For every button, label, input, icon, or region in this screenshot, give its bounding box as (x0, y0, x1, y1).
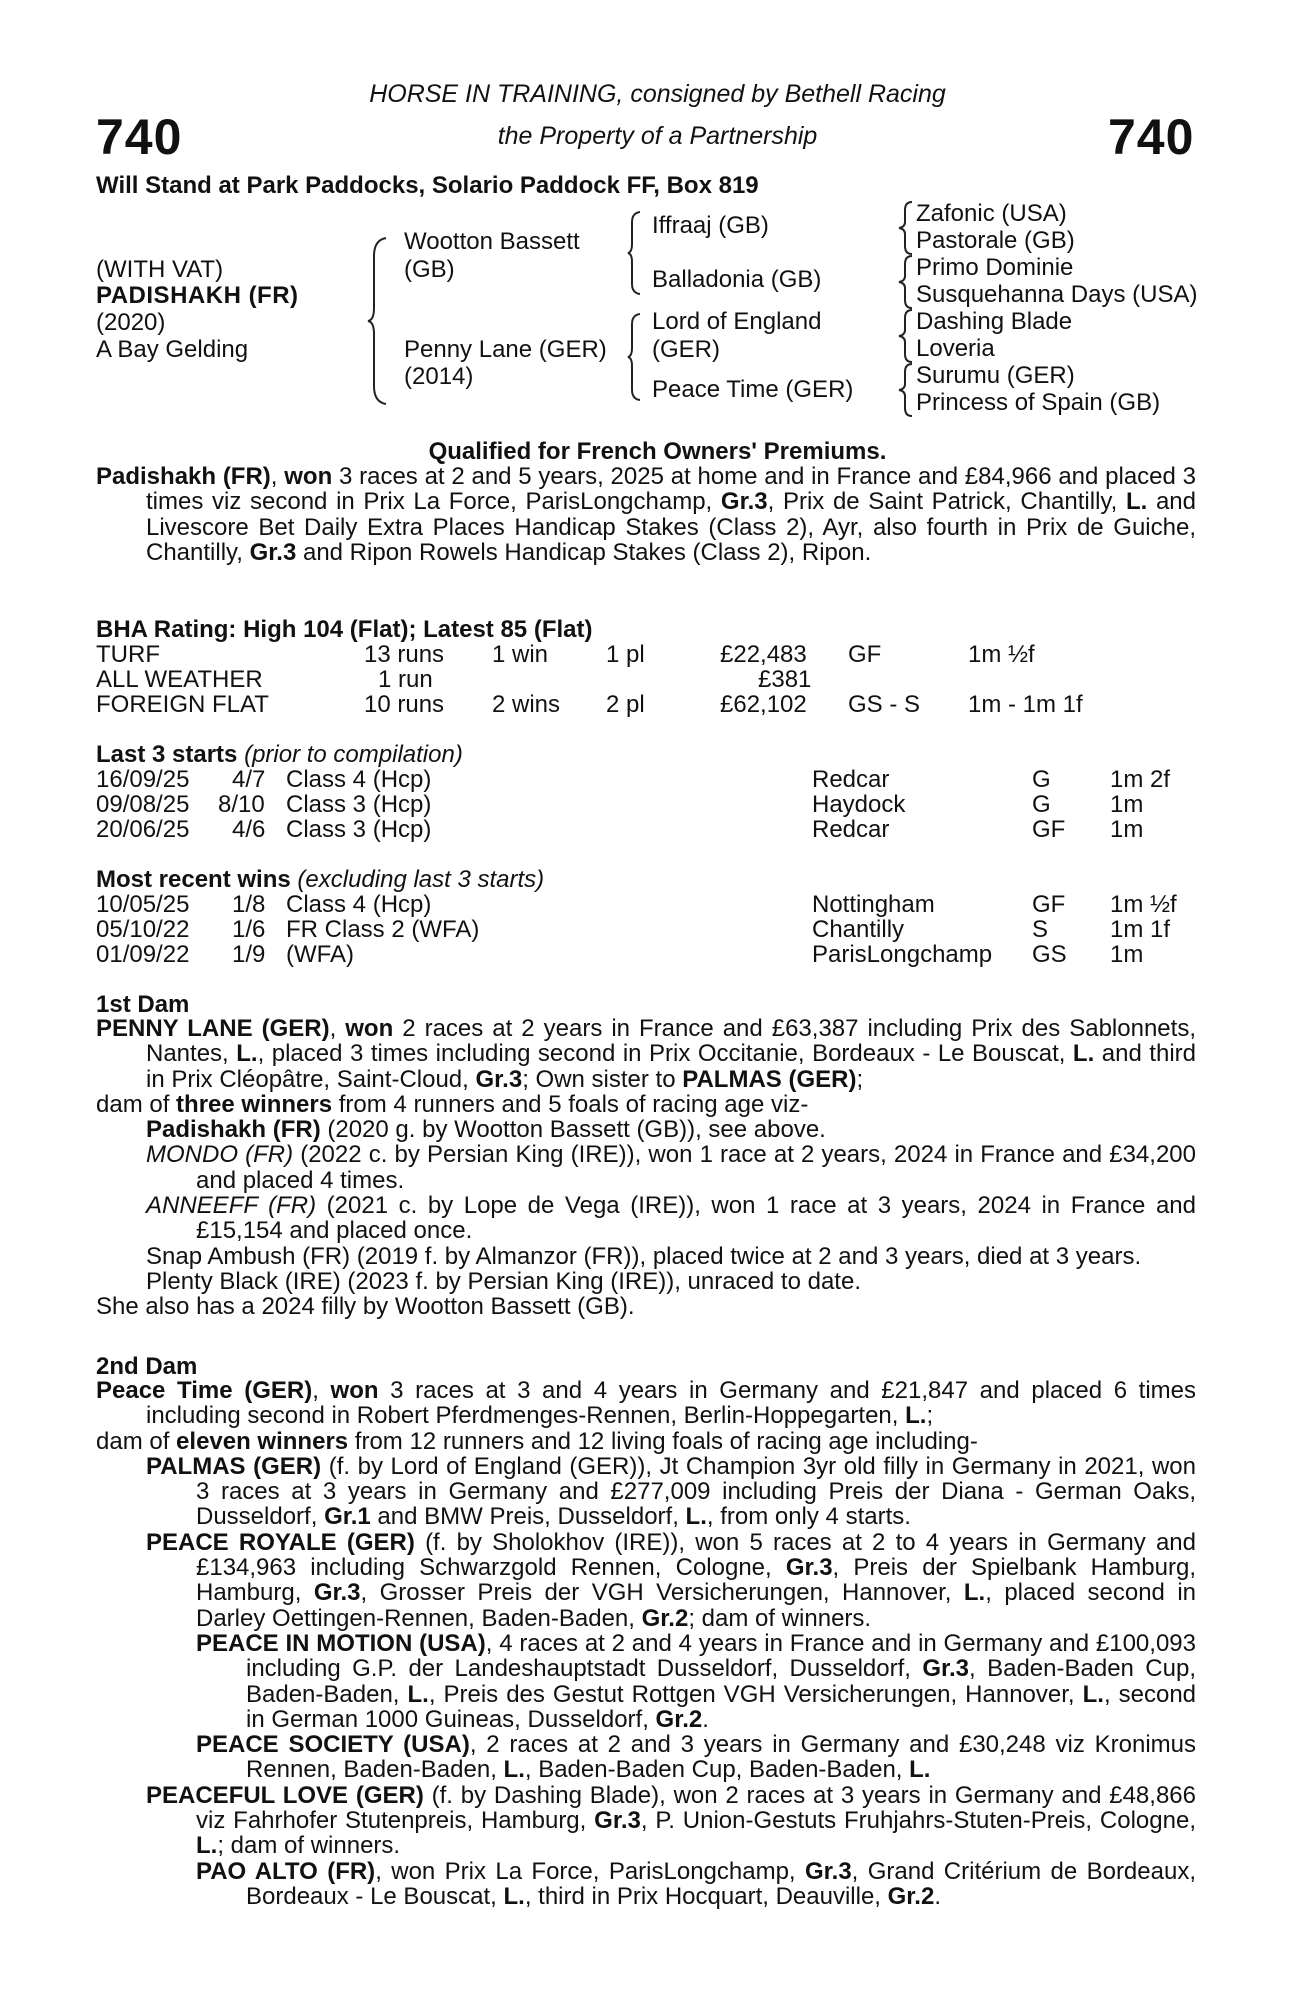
progeny-text: (2021 c. by Lope de Vega (IRE)), won 1 race at 3 years, 2024 in France and £15,154 and placed once. (196, 1192, 1196, 1245)
lot-number-left: 740 (96, 109, 183, 165)
rating-runs: 10 runs (364, 691, 445, 718)
dam1-winners: three winners (176, 1090, 333, 1118)
stand-location: Will Stand at Park Paddocks, Solario Paddock FF, Box 819 (96, 172, 759, 199)
start-position: 4/7 (232, 766, 266, 793)
dam1-note: She also has a 2024 filly by Wootton Bassett (GB). (96, 1293, 635, 1321)
dam1-text: and third in Prix Cléopâtre, Saint-Cloud, (146, 1040, 1196, 1093)
win-going: GF (1032, 891, 1066, 918)
recent-heading: Most recent wins (96, 866, 291, 893)
win-position: 1/8 (232, 891, 266, 918)
win-date: 01/09/22 (96, 941, 190, 968)
progeny-text: , 2 races at 2 and 3 years in Germany and £30,248 viz Kronimus Rennen, Baden-Baden, (246, 1731, 1196, 1784)
listed: L. (909, 1756, 931, 1784)
rating-wins: 1 win (492, 641, 549, 668)
win-course: Nottingham (812, 891, 935, 918)
rating-prize: £62,102 (720, 691, 807, 718)
dam1-won: won (345, 1015, 394, 1042)
grand-progeny-name: PAO ALTO (FR) (196, 1857, 376, 1885)
progeny-text: , second in German 1000 Guineas, Dusseldorf, (246, 1680, 1197, 1733)
rating-distance: 1m ½f (968, 641, 1035, 668)
listed: L. (196, 1832, 218, 1860)
rating-going: GF (848, 641, 882, 668)
start-course: Redcar (812, 816, 890, 843)
progeny-text: . (702, 1705, 709, 1733)
grade: Gr.3 (804, 1857, 852, 1885)
start-going: GF (1032, 816, 1066, 843)
win-course: ParisLongchamp (812, 941, 993, 968)
dam-sire: Lord of England (652, 308, 822, 335)
progeny-text: , P. Union-Gestuts Fruhjahrs-Stuten-Preis, Cologne, (640, 1807, 1196, 1835)
start-distance: 1m (1110, 791, 1144, 818)
ds-sire: Dashing Blade (916, 308, 1073, 335)
start-distance: 1m (1110, 816, 1144, 843)
ss-sire: Zafonic (USA) (916, 200, 1067, 227)
dam1-sister: PALMAS (GER) (682, 1065, 857, 1093)
listed: L. (963, 1579, 986, 1607)
rating-type: ALL WEATHER (96, 666, 263, 693)
premiums-note: Qualified for French Owners' Premiums. (428, 438, 887, 465)
grade: Gr.3 (313, 1579, 361, 1607)
dam-brace (626, 312, 642, 402)
progeny-text: , Grand Critérium de Bordeaux, Bordeaux - Le Bouscat, (246, 1857, 1196, 1910)
ds-dam: Loveria (916, 335, 995, 362)
start-class: Class 3 (Hcp) (286, 816, 432, 843)
summary-won: won (284, 463, 333, 490)
win-date: 10/05/25 (96, 891, 190, 918)
listed: L. (236, 1040, 258, 1068)
grand-progeny-name: PEACE IN MOTION (USA) (196, 1629, 486, 1657)
horse-year: (2020) (96, 309, 166, 336)
summary-name: Padishakh (FR) (96, 463, 271, 490)
grade: Gr.1 (324, 1503, 371, 1531)
grade: Gr.3 (922, 1655, 970, 1683)
grade: Gr.3 (249, 538, 297, 566)
rating-prize: £22,483 (720, 641, 807, 668)
rating-type: TURF (96, 641, 160, 668)
recent-title (96, 866, 544, 894)
rating-runs: 13 runs (364, 641, 445, 668)
listed: L. (685, 1503, 707, 1531)
sire-sire: Iffraaj (GB) (652, 212, 769, 239)
summary-text: 3 races at 2 and 5 years, 2025 at home and in France and £84,966 and placed 3 times viz second in Prix La Force, ParisLongchamp, (146, 463, 1196, 516)
rating-distance: 1m - 1m 1f (968, 691, 1083, 718)
dd-dam: Princess of Spain (GB) (916, 389, 1161, 416)
grade: Gr.3 (594, 1807, 641, 1835)
start-position: 4/6 (232, 816, 266, 843)
last3-title (96, 741, 463, 769)
start-position: 8/10 (218, 791, 265, 818)
rating-wins: 2 wins (492, 691, 561, 718)
summary-text: and Livescore Bet Daily Extra Places Handicap Stakes (Class 2), Ayr, also fourth in Prix de Guiche, Chantilly, (146, 488, 1196, 566)
start-class: Class 4 (Hcp) (286, 766, 432, 793)
progeny-text: ; dam of winners. (688, 1604, 872, 1632)
dam1-text: from 4 runners and 5 foals of racing age viz- (332, 1090, 809, 1118)
progeny-text: . (934, 1882, 941, 1910)
second-dam-section: Peace Time (GER), won 3 races at 3 and 4 years in Germany and £21,847 and placed 6 times including second in Robert Pferdmenges-Rennen, Berlin-Hoppegarten, L.; dam of eleven winners from 12 runners and 12 living foals of racing age including- PALMAS (GER) (f. by Lord of England (GER)), Jt Champion 3yr old filly in Germany in 2021, won 3 races at 3 years in Germany and £277,009 including Preis der Diana - German Oaks, Dusseldorf, Gr.1 and BMW Preis, Dusseldorf, L., from only 4 starts. PEACE ROYALE (GER) (f. by Sholokhov (IRE)), won 5 races at 2 to 4 years in Germany and £134,963 including Schwarzgold Rennen, Cologne, Gr.3, Preis der Spielbank Hamburg, Hamburg, Gr.3, Grosser Preis der VGH Versicherungen, Hannover, L., placed second in Darley Oettingen-Rennen, Baden-Baden, Gr.2; dam of winners. PEACE IN MOTION (USA), 4 races at 2 and 4 years in France and in Germany and £100,093 including G.P. der Landeshauptstadt Dusseldorf, Dusseldorf, Gr.3, Baden-Baden Cup, Baden-Baden, L., Preis des Gestut Rottgen VGH Versicherungen, Hannover, L., second in German 1000 Guineas, Dusseldorf, Gr.2. PEACE SOCIETY (USA), 2 races at 2 and 3 years in Germany and £30,248 viz Kronimus Rennen, Baden-Baden, L., Baden-Baden Cup, Baden-Baden, L. PEACEFUL LOVE (GER) (f. by Dashing Blade), won 2 races at 3 years in Germany and £48,866 viz Fahrhofer Stutenpreis, Hamburg, Gr.3, P. Union-Gestuts Fruhjahrs-Stuten-Preis, Cologne, L.; dam of winners. PAO ALTO (FR), won Prix La Force, ParisLongchamp, Gr.3, Grand Critérium de Bordeaux, Bordeaux - Le Bouscat, L., third in Prix Hocquart, Deauville, Gr.2. (96, 1377, 1197, 1910)
vat-note: (WITH VAT) (96, 256, 224, 283)
last3-heading: Last 3 starts (96, 741, 238, 768)
dam2-text: ; (926, 1402, 934, 1430)
rating-going: GS - S (848, 691, 921, 718)
ss-brace (896, 200, 914, 256)
progeny-text: , won Prix La Force, ParisLongchamp, (375, 1857, 805, 1885)
progeny-name: Padishakh (FR) (146, 1116, 321, 1144)
start-date: 09/08/25 (96, 791, 190, 818)
property-line: the Property of a Partnership (497, 122, 818, 150)
progeny-text: , Preis des Gestut Rottgen VGH Versicherungen, Hannover, (428, 1680, 1083, 1708)
listed: L. (1082, 1680, 1104, 1708)
grade: Gr.3 (475, 1065, 523, 1093)
lot-number-right: 740 (1108, 109, 1195, 165)
horse-summary: Padishakh (FR), won 3 races at 2 and 5 years, 2025 at home and in France and £84,966 and placed 3 times viz second in Prix La Force, ParisLongchamp, Gr.3, Prix de Saint Patrick, Chantilly, L. and Livescore Bet Daily Extra Places Handicap Stakes (Class 2), Ayr, also fourth in Prix de Guiche, Chantilly, Gr.3 and Ripon Rowels Handicap Stakes (Class 2), Ripon. (96, 463, 1196, 566)
grade: Gr.2 (887, 1882, 935, 1910)
sire-brace (626, 210, 642, 296)
progeny-name: PEACE ROYALE (GER) (146, 1528, 415, 1556)
progeny-text: , third in Prix Hocquart, Deauville, (524, 1882, 888, 1910)
progeny-entry: Plenty Black (IRE) (2023 f. by Persian King (IRE)), unraced to date. (146, 1267, 861, 1295)
start-course: Haydock (812, 791, 906, 818)
dam1-text: ; (856, 1065, 864, 1093)
progeny-text: (f. by Lord of England (GER)), Jt Champion 3yr old filly in Germany in 2021, won 3 races at 3 years in Germany and £277,009 including Preis der Diana - German Oaks, Dusseldorf, (196, 1452, 1196, 1531)
progeny-name: PEACEFUL LOVE (GER) (146, 1781, 424, 1809)
sd-sire: Primo Dominie (916, 254, 1074, 281)
first-dam-section: PENNY LANE (GER), won 2 races at 2 years in France and £63,387 including Prix des Sablonnets, Nantes, L., placed 3 times including second in Prix Occitanie, Bordeaux - Le Bouscat, L. and third in Prix Cléopâtre, Saint-Cloud, Gr.3; Own sister to PALMAS (GER); dam of three winners from 4 runners and 5 foals of racing age viz- Padishakh (FR) (2020 g. by Wootton Bassett (GB)), see above. MONDO (FR) (2022 c. by Persian King (IRE)), won 1 race at 2 years, 2024 in France and £34,200 and placed 4 times. ANNEEFF (FR) (2021 c. by Lope de Vega (IRE)), won 1 race at 3 years, 2024 in France and £15,154 and placed once. Snap Ambush (FR) (2019 f. by Almanzor (FR)), placed twice at 2 and 3 years, died at 3 years. Plenty Black (IRE) (2023 f. by Persian King (IRE)), unraced to date. She also has a 2024 filly by Wootton Bassett (GB). (96, 1015, 1196, 1321)
grade: Gr.3 (720, 488, 768, 516)
progeny-text: (2022 c. by Persian King (IRE)), won 1 race at 2 years, 2024 in France and £34,200 and placed 4 times. (196, 1141, 1196, 1194)
progeny-name: MONDO (FR) (146, 1141, 294, 1169)
progeny-text: , Baden-Baden Cup, Baden-Baden, (524, 1756, 910, 1784)
dd-sire: Surumu (GER) (916, 362, 1075, 389)
start-going: G (1032, 791, 1051, 818)
win-distance: 1m ½f (1110, 891, 1177, 918)
progeny-name: ANNEEFF (FR) (146, 1192, 317, 1220)
dam1-text: 2 races at 2 years in France and £63,387 including Prix des Sablonnets, Nantes, (146, 1015, 1196, 1068)
grade: Gr.2 (655, 1705, 703, 1733)
horse-description: A Bay Gelding (96, 336, 249, 363)
win-class: (WFA) (286, 941, 354, 968)
summary-text: , Prix de Saint Patrick, Chantilly, (767, 488, 1126, 516)
win-class: FR Class 2 (WFA) (286, 916, 480, 943)
progeny-text: , from only 4 starts. (706, 1503, 911, 1531)
rating-placed: 1 pl (606, 641, 645, 668)
start-distance: 1m 2f (1110, 766, 1171, 793)
start-date: 20/06/25 (96, 816, 190, 843)
summary-text: and Ripon Rowels Handicap Stakes (Class 2), Ripon. (296, 538, 872, 566)
sire-name: Wootton Bassett (404, 228, 580, 255)
sd-brace (896, 254, 914, 310)
consignment-line: HORSE IN TRAINING, consigned by Bethell Racing (369, 80, 946, 108)
horse-name: PADISHAKH (FR) (96, 282, 299, 309)
win-distance: 1m (1110, 941, 1144, 968)
dam1-name: PENNY LANE (GER) (96, 1015, 330, 1042)
progeny-text: , Preis der Spielbank Hamburg, Hamburg, (196, 1554, 1196, 1607)
progeny-text: and BMW Preis, Dusseldorf, (370, 1503, 686, 1531)
pedigree-brace (366, 236, 390, 406)
dam1-text: dam of (96, 1090, 177, 1118)
listed: L. (1125, 488, 1148, 516)
grade: Gr.3 (785, 1554, 833, 1582)
second-dam-title: 2nd Dam (96, 1353, 198, 1380)
ss-dam: Pastorale (GB) (916, 227, 1075, 254)
progeny-text: (f. by Sholokhov (IRE)), won 5 races at 2 to 4 years in Germany and £134,963 including Schwarzgold Rennen, Cologne, (196, 1528, 1196, 1582)
dam2-name: Peace Time (GER) (96, 1377, 313, 1404)
start-course: Redcar (812, 766, 890, 793)
rating-runs: 1 run (378, 666, 433, 693)
start-date: 16/09/25 (96, 766, 190, 793)
win-going: GS (1032, 941, 1067, 968)
progeny-text: (f. by Dashing Blade), won 2 races at 3 years in Germany and £48,866 viz Fahrhofer Stutenpreis, Hamburg, (196, 1781, 1196, 1835)
dam-dam: Peace Time (GER) (652, 376, 854, 403)
dd-brace (896, 362, 914, 418)
grand-progeny-name: PEACE SOCIETY (USA) (196, 1731, 470, 1759)
rating-placed: 2 pl (606, 691, 645, 718)
dam-year: (2014) (404, 363, 474, 390)
dam-sire-country: (GER) (652, 336, 720, 363)
progeny-name: PALMAS (GER) (146, 1452, 322, 1480)
last3-note: (prior to compilation) (244, 741, 463, 768)
win-going: S (1032, 916, 1049, 943)
progeny-text: (2020 g. by Wootton Bassett (GB)), see above. (320, 1116, 826, 1144)
progeny-entry: Snap Ambush (FR) (2019 f. by Almanzor (FR)), placed twice at 2 and 3 years, died at 3 years. (146, 1242, 1142, 1270)
grade: Gr.2 (641, 1604, 689, 1632)
win-course: Chantilly (812, 916, 905, 943)
progeny-text: , Baden-Baden Cup, Baden-Baden, (246, 1655, 1196, 1708)
listed: L. (503, 1882, 525, 1910)
dam1-text: , placed 3 times including second in Prix Occitanie, Bordeaux - Le Bouscat, (257, 1040, 1073, 1068)
sd-dam: Susquehanna Days (USA) (916, 281, 1198, 308)
win-position: 1/9 (232, 941, 266, 968)
sire-country: (GB) (404, 256, 455, 283)
sire-dam: Balladonia (GB) (652, 266, 822, 293)
dam2-won: won (330, 1377, 379, 1404)
listed: L. (905, 1402, 927, 1430)
rating-prize: £381 (758, 666, 812, 693)
win-distance: 1m 1f (1110, 916, 1171, 943)
dam1-text: ; Own sister to (522, 1065, 683, 1093)
win-position: 1/6 (232, 916, 266, 943)
win-date: 05/10/22 (96, 916, 190, 943)
start-going: G (1032, 766, 1051, 793)
win-class: Class 4 (Hcp) (286, 891, 432, 918)
bha-rating-title: BHA Rating: High 104 (Flat); Latest 85 (Flat) (96, 616, 593, 643)
listed: L. (407, 1680, 429, 1708)
first-dam-title: 1st Dam (96, 991, 190, 1018)
progeny-text: , 4 races at 2 and 4 years in France and in Germany and £100,093 including G.P. der Landeshauptstadt Dusseldorf, Dusseldorf, (246, 1629, 1196, 1683)
dam2-winners: eleven winners (176, 1427, 349, 1455)
listed: L. (1072, 1040, 1095, 1068)
rating-type: FOREIGN FLAT (96, 691, 269, 718)
progeny-text: , Grosser Preis der VGH Versicherungen, Hannover, (360, 1579, 964, 1607)
progeny-text: ; dam of winners. (217, 1832, 401, 1860)
dam-name: Penny Lane (GER) (404, 336, 607, 363)
dam2-text: 3 races at 3 and 4 years in Germany and £21,847 and placed 6 times including second in Robert Pferdmenges-Rennen, Berlin-Hoppegarten, (146, 1377, 1197, 1430)
dam2-text: dam of (96, 1427, 177, 1455)
dam2-text: from 12 runners and 12 living foals of racing age including- (348, 1427, 978, 1455)
start-class: Class 3 (Hcp) (286, 791, 432, 818)
progeny-text: , placed second in Darley Oettingen-Rennen, Baden-Baden, (196, 1579, 1197, 1632)
ds-brace (896, 308, 914, 364)
recent-note: (excluding last 3 starts) (297, 866, 545, 893)
listed: L. (503, 1756, 525, 1784)
